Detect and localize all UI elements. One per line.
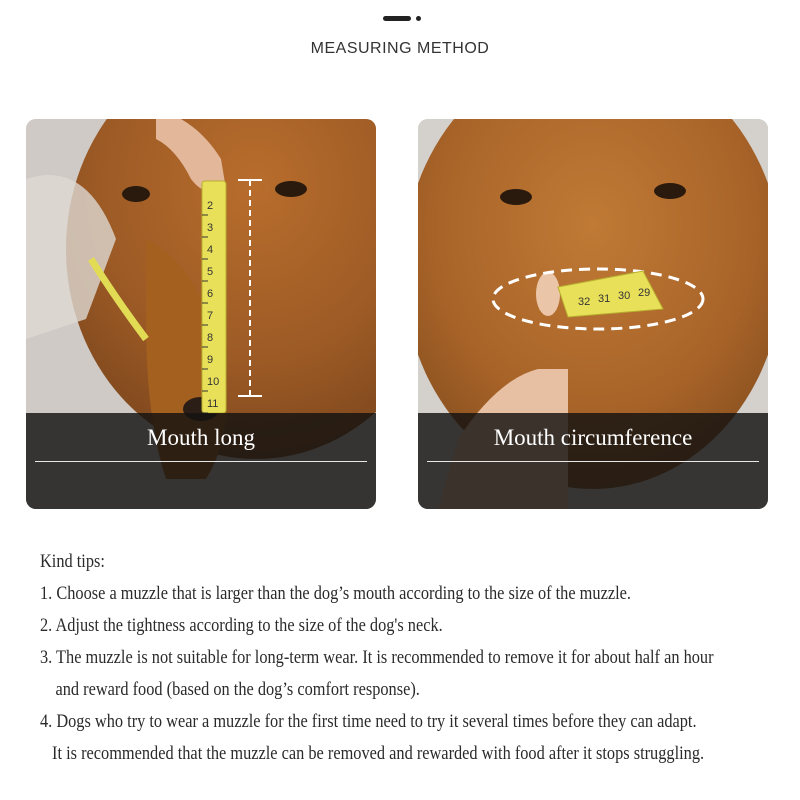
tape-number: 4 bbox=[207, 244, 214, 256]
tip-2: 2. Adjust the tightness according to the size of the dog's neck. bbox=[40, 615, 443, 636]
tape-number: 3 bbox=[207, 222, 214, 234]
tape-number: 5 bbox=[207, 266, 214, 278]
label-mouth-circumference: Mouth circumference bbox=[493, 425, 693, 450]
tape-number: 32 bbox=[578, 296, 591, 308]
tip-1: 1. Choose a muzzle that is larger than the dog’s mouth according to the size of the muzzle. bbox=[40, 583, 631, 604]
tape-number: 10 bbox=[207, 376, 220, 388]
band-divider bbox=[35, 461, 367, 462]
label-band-mouth-circumference bbox=[418, 413, 768, 509]
tape-number: 29 bbox=[638, 287, 651, 299]
tape-number: 7 bbox=[207, 310, 214, 322]
photo-mouth-long bbox=[26, 119, 376, 509]
label-band-mouth-long bbox=[26, 413, 376, 509]
tape-number: 31 bbox=[598, 293, 611, 305]
tip-3-continued: and reward food (based on the dog’s comfort response). bbox=[55, 679, 420, 700]
page-title: MEASURING METHOD bbox=[310, 40, 490, 57]
photo-mouth-circumference bbox=[418, 119, 768, 509]
decoration-dash bbox=[383, 16, 411, 21]
decoration-dot bbox=[416, 16, 421, 21]
tape-number: 6 bbox=[207, 288, 214, 300]
tape-number: 9 bbox=[207, 354, 214, 366]
tip-3: 3. The muzzle is not suitable for long-term wear. It is recommended to remove it for about half an hour bbox=[40, 647, 714, 668]
tape-number: 2 bbox=[207, 200, 214, 212]
band-divider bbox=[427, 461, 759, 462]
tape-number: 11 bbox=[207, 398, 219, 410]
top-decoration-mark bbox=[383, 16, 423, 22]
kind-tips-section bbox=[40, 546, 780, 770]
label-mouth-long: Mouth long bbox=[147, 425, 255, 450]
tip-4: 4. Dogs who try to wear a muzzle for the first time need to try it several times before they can adapt. bbox=[40, 711, 697, 732]
tape-number: 8 bbox=[207, 332, 214, 344]
tips-title: Kind tips: bbox=[40, 551, 105, 572]
tip-4-continued: It is recommended that the muzzle can be removed and rewarded with food after it stops struggling. bbox=[52, 743, 705, 764]
tape-number: 30 bbox=[618, 290, 631, 302]
